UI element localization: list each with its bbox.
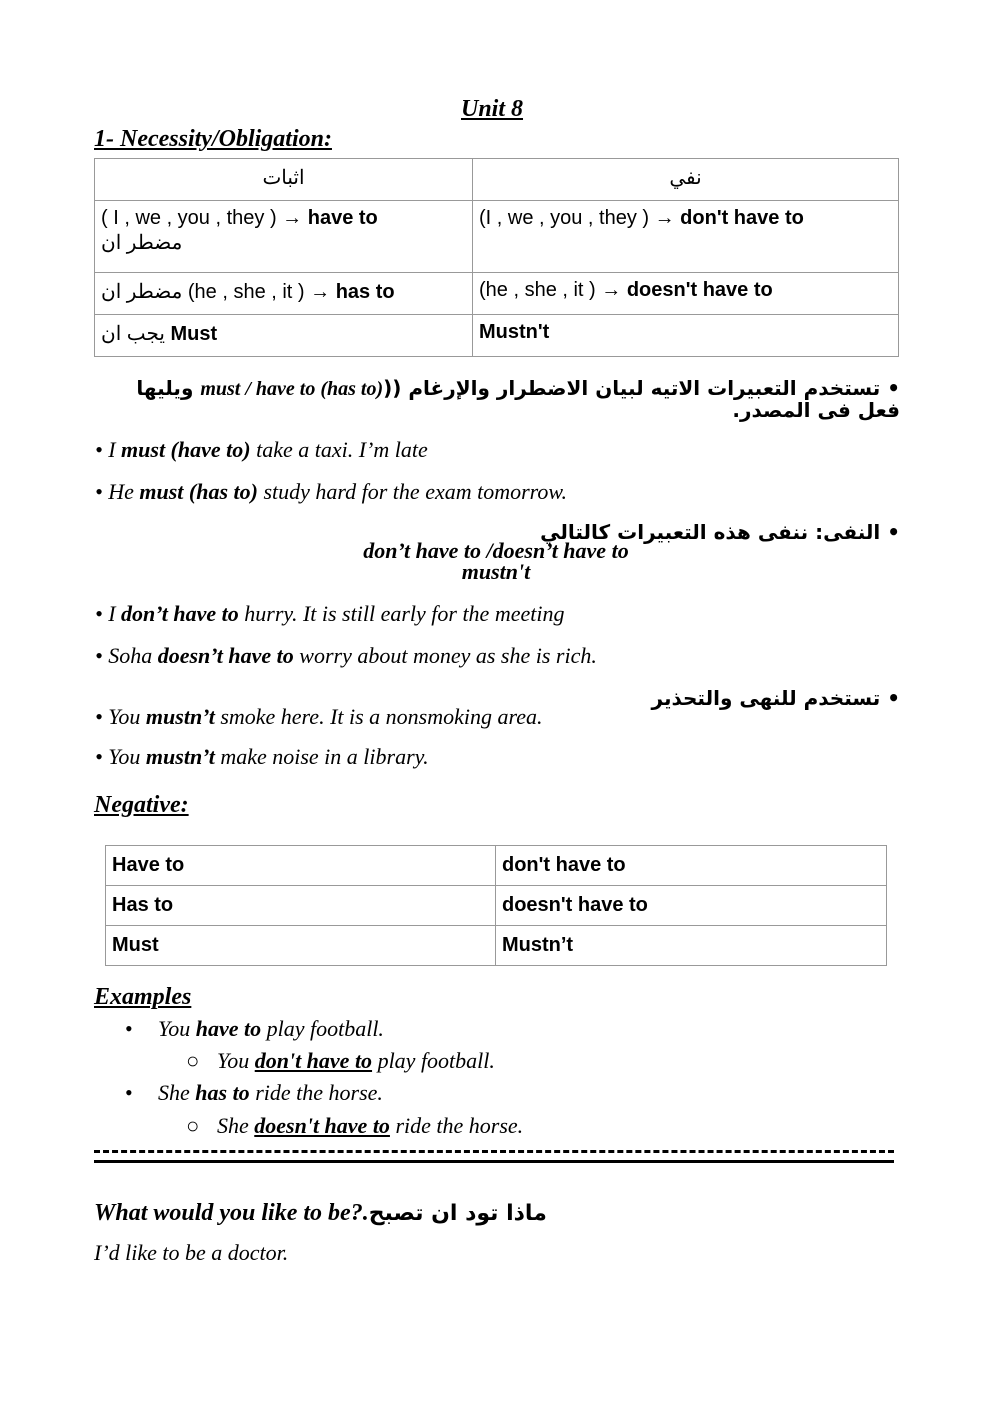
example-sentence: • I don’t have to hurry. It is still early for the meeting — [95, 601, 565, 626]
table-cell: Have to — [106, 846, 496, 886]
table-cell: don't have to — [496, 846, 887, 886]
header-affirmative: اثبات — [95, 159, 473, 201]
question: What would you like to be?.ماذا تود ان تصبح — [94, 1200, 547, 1226]
section-heading: 1- Necessity/Obligation: — [94, 126, 332, 152]
example-item: ○ She doesn't have to ride the horse. — [186, 1113, 524, 1138]
example-sentence: • He must (has to) study hard for the exam tomorrow. — [95, 479, 567, 504]
divider — [94, 1150, 894, 1153]
example-sentence: • I must (have to) take a taxi. I’m late — [95, 437, 428, 462]
negative-heading: Negative: — [94, 792, 189, 818]
header-negative: نفي — [473, 159, 899, 201]
table-cell: مضطر ان (he , she , it ) → has to — [95, 273, 473, 315]
table-cell: Mustn’t — [496, 926, 887, 966]
table-cell: ( I , we , you , they ) → have to مضطر ان — [95, 201, 473, 273]
table-cell: Must — [106, 926, 496, 966]
obligation-table — [94, 158, 899, 357]
negative-table — [105, 845, 887, 966]
table-cell: (he , she , it ) → doesn't have to — [473, 273, 899, 315]
example-item: • She has to ride the horse. — [125, 1080, 383, 1105]
divider — [94, 1160, 894, 1163]
usage-note: • تستخدم التعبيرات الاتيه لبيان الاضطرار والإرغام ((must / have to (has to) ويليها فعل فى المصدر. — [136, 376, 900, 422]
table-cell: (I , we , you , they ) → don't have to — [473, 201, 899, 273]
answer: I’d like to be a doctor. — [94, 1240, 289, 1265]
example-item: • You have to play football. — [125, 1016, 384, 1041]
page-title: Unit 8 — [461, 96, 524, 122]
example-item: ○ You don't have to play football. — [186, 1048, 495, 1073]
prohibition-note: • تستخدم للنهى والتحذير — [651, 686, 900, 710]
table-cell: doesn't have to — [496, 886, 887, 926]
negation-note: • النفى: ننفى هذه التعبيرات كالتالي — [540, 520, 900, 544]
table-cell: يجب ان Must — [95, 315, 473, 357]
negation-forms: don’t have to /doesn’t have to mustn't — [363, 538, 629, 584]
examples-heading: Examples — [94, 984, 192, 1010]
example-sentence: • Soha doesn’t have to worry about money as she is rich. — [95, 643, 597, 668]
table-cell: Mustn't — [473, 315, 899, 357]
example-sentence: • You mustn’t make noise in a library. — [95, 744, 429, 769]
example-sentence: • You mustn’t smoke here. It is a nonsmoking area. — [95, 704, 543, 729]
table-cell: Has to — [106, 886, 496, 926]
